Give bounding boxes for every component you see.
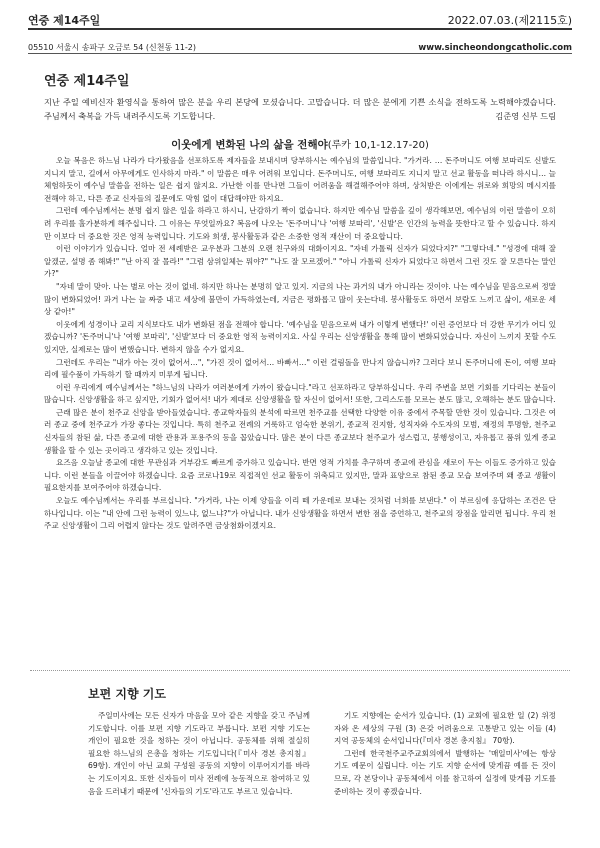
sermon-paragraph: 오늘도 예수님께서는 우리를 부르십니다. "가거라, 나는 이제 양들을 이리 떼 가운데로 보내는 것처럼 너희를 보낸다." 이 부르심에 응답하는 조건은 단 하나입니다. 이는 "내 안에 그런 능력이 있느냐, 없느냐?"가 아닙니다. 내가 신앙생활을 하면서 변한 점을 증언하고, 천주교의 장점을 알리면 됩니다. 우리 천주교 신앙생활이 그리 어렵지 않다는 것도 알려주면 금상첨화이겠지요. [44, 496, 556, 531]
sermon-title [0, 136, 600, 152]
greeting [44, 95, 556, 123]
sermon-paragraph: 이런 우리에게 예수님께서는 "하느님의 나라가 여러분에게 가까이 왔습니다."라고 선포하라고 당부하십니다. 우리 주변을 보면 기회를 기다리는 분들이 많습니다. 신앙생활을 하고 싶지만, 기회가 없어서! 내가 제대로 신앙생활을 할 자신이 없어서! 또한, 그리스도를 모르는 분도 많고, 오해하는 분도 많습니다. [44, 382, 556, 405]
sermon-paragraph: 오늘 복음은 하느님 나라가 다가왔음을 선포하도록 제자들을 보내시며 당부하시는 예수님의 말씀입니다. "가거라. … 돈주머니도 여행 보따리도 신발도 지니지 말고, 길에서 아무에게도 인사하지 마라." 이 말씀은 매우 어려워 보입니다. 돈주머니도, 여행 보따리도 지니지 말고 선교 활동을 떠나라 하시니… 늘 체험하듯이 예수님 말씀을 전하는 일은 쉽지 않지요. 가난한 이를 만나면 그들이 어려움을 해결해주어야 하며, 상처받은 이에게는 위로와 희망의 메시지를 전해야 하고, 다른 종교 신자들의 질문에도 막힘 없이 대답해야만 하지요. [44, 156, 556, 203]
sermon-body [44, 155, 556, 533]
header-website[interactable]: www.sincheondongcatholic.com [418, 43, 572, 53]
sermon-paragraph: 근래 많은 분이 천주교 신앙을 받아들였습니다. 종교학자들의 분석에 따르면 천주교를 선택한 다양한 이유 중에서 주목할 만한 것이 있습니다. 그것은 여러 종교 중에 천주교가 가장 좋다는 것입니다. 특히 천주교 전례의 거룩하고 엄숙한 분위기, 종교적 진지함, 성직자와 수도자의 모범, 재정의 투명함, 천주교 신자들의 참된 삶, 다른 종교에 대한 관용과 포용주의 등을 꼽았습니다. 많은 분이 다른 종교보다 천주교가 성스럽고, 봉행성이고, 자유롭고 품위 있게 종교 생활을 할 수 있는 곳이라고 생각하고 있는 것입니다. [44, 407, 556, 455]
greeting-text: 지난 주일 예비신자 환영식을 통하여 많은 분을 우리 본당에 모셨습니다. 고맙습니다. 더 많은 분에게 기쁜 소식을 전하도록 노력해야겠습니다. 주님께서 축복을 가득 내려주시도록 기도합니다. [44, 97, 556, 121]
sermon-reference: (루카 10,1-12.17-20) [327, 140, 429, 151]
header-top-row [28, 8, 572, 30]
sermon-paragraph: 이웃에게 성경이나 교리 지식보다도 내가 변화된 점을 전해야 합니다. '예수님을 믿음으로써 내가 이렇게 변했다!' 이런 증언보다 더 강한 무기가 어디 있겠습니까? '돈주머니'나 '여행 보따리', '신발'보다 더 중요한 영적 능력이지요. 사실 우리는 신앙생활을 통해 많이 변화되었습니다. 자신이 느끼지 못할 수도 있지만, 실제로는 많이 변했습니다. 변하지 않을 수가 없지요. [44, 319, 556, 354]
sermon-paragraph: "자네 말이 맞아. 나는 별로 아는 것이 없네. 하지만 하나는 분명히 알고 있지. 지금의 나는 과거의 내가 아니라는 것이야. 나는 예수님을 믿음으로써 정말 많이 변화되었어! 과거 나는 늘 짜증 내고 세상에 불만이 가득하였는데, 지금은 평화롭고 많이 웃는다네. 봉사활동도 하면서 보람도 느끼고 삶이, 새로운 세상 같아!" [44, 281, 556, 317]
header-bottom-row [28, 33, 572, 54]
header-address: 05510 서울시 송파구 오금로 54 (신천동 11-2) [28, 43, 197, 52]
prayer-body [88, 710, 556, 798]
greeting-signature: 김준영 신부 드림 [495, 111, 556, 121]
sermon-paragraph: 그런데 예수님께서는 분명 쉽지 않은 일을 하라고 하시니, 난감하기 짝이 없습니다. 하지만 예수님 말씀을 깊이 생각해보면, 예수님의 이런 말씀이 오히려 우리를 홀가분하게 해주십니다. 그 이유는 무엇일까요? 복음에 나오는 '돈주머니'나 '여행 보따리', '신발'은 인간의 능력을 뜻한다고 할 수 있습니다. 하지만 이보다 더 중요한 것은 영적 능력입니다. 기도와 희생, 봉사활동과 같은 소중한 영적 재산이 더 중요합니다. [44, 206, 556, 241]
prayer-paragraph: 그런데 한국천주교주교회의에서 발행하는 '매일미사'에는 항상 기도 예문이 실립니다. 이는 기도 지향 순서에 맞게끔 예를 든 것이므로, 각 본당이나 공동체에서 이를 참고하여 실정에 맞게끔 기도를 준비하는 것이 좋겠습니다. [334, 748, 556, 796]
header-title: 연중 제14주일 [28, 14, 101, 27]
prayer-paragraph: 주일미사에는 모든 신자가 마음을 모아 같은 지향을 갖고 주님께 기도합니다. 이를 보편 지향 기도라고 부릅니다. 보편 지향 기도는 개인이 필요한 것을 청하는 것이 아닙니다. 공동체를 위해 절실히 필요한 하느님의 은총을 청하는 기도입니다(『미사 경본 총지침』 69항). 개인이 아닌 교회 구성원 공동의 지향이 이루어지기를 바라는 기도이지요. 또한 신자들이 미사 전례에 능동적으로 참여하고 있음을 드러내기 때문에 '신자들의 기도'라고도 부르고 있습니다. [88, 711, 310, 796]
sermon-paragraph: 그런데도 우리는 "내가 아는 것이 없어서…", "가진 것이 없어서… 바빠서…" 이런 걸림돌을 만나지 않습니까? 그러다 보니 돈주머니에 돈이, 여행 보따리에 필수품이 가득하기 할 때까지 미루게 됩니다. [44, 357, 556, 380]
prayer-title: 보편 지향 기도 [88, 687, 166, 701]
header-date: 2022.07.03.(제2115호) [447, 14, 572, 27]
sermon-paragraph: 요즈음 오늘날 종교에 대한 무관심과 거부감도 빠르게 증가하고 있습니다. 반면 영적 가치를 추구하며 종교에 관심을 새로이 두는 이들도 증가하고 있습니다. 이런 분들을 이끌어야 하겠습니다. 요즘 코로나19로 직접적인 선교 활동이 위축되고 있지만, 말과 표양으로 참된 종교 모습 보여주며 왜 종교 생활이 필요한지를 보여주어야 하겠습니다. [44, 458, 556, 493]
prayer-paragraph: 기도 지향에는 순서가 있습니다. (1) 교회에 필요한 일 (2) 위정자와 온 세상의 구원 (3) 온갖 어려움으로 고통받고 있는 이들 (4) 지역 공동체의 순서입니다(『미사 경본 총지침』 70항). [334, 711, 556, 746]
page-header [28, 8, 572, 54]
section-divider [30, 670, 570, 671]
sunday-title: 연중 제14주일 [44, 74, 130, 89]
sermon-title-text: 이웃에게 변화된 나의 삶을 전해야 [171, 139, 328, 151]
sermon-paragraph: 이런 이야기가 있습니다. 얼마 전 세례받은 교우분과 그분의 오랜 친구와의 대화이지요. "자네 가톨릭 신자가 되었다지?" "그렇다네." "성경에 대해 잘 알겠군, 설명 좀 해봐!" "난 아직 잘 몰라!" "그럼 삼위일체는 뭐야?" "나도 잘 모르겠어." "아니 가톨릭 신자가 되었다고 하면서 그런 것도 잘 모른다는 말인가?" [44, 244, 556, 279]
